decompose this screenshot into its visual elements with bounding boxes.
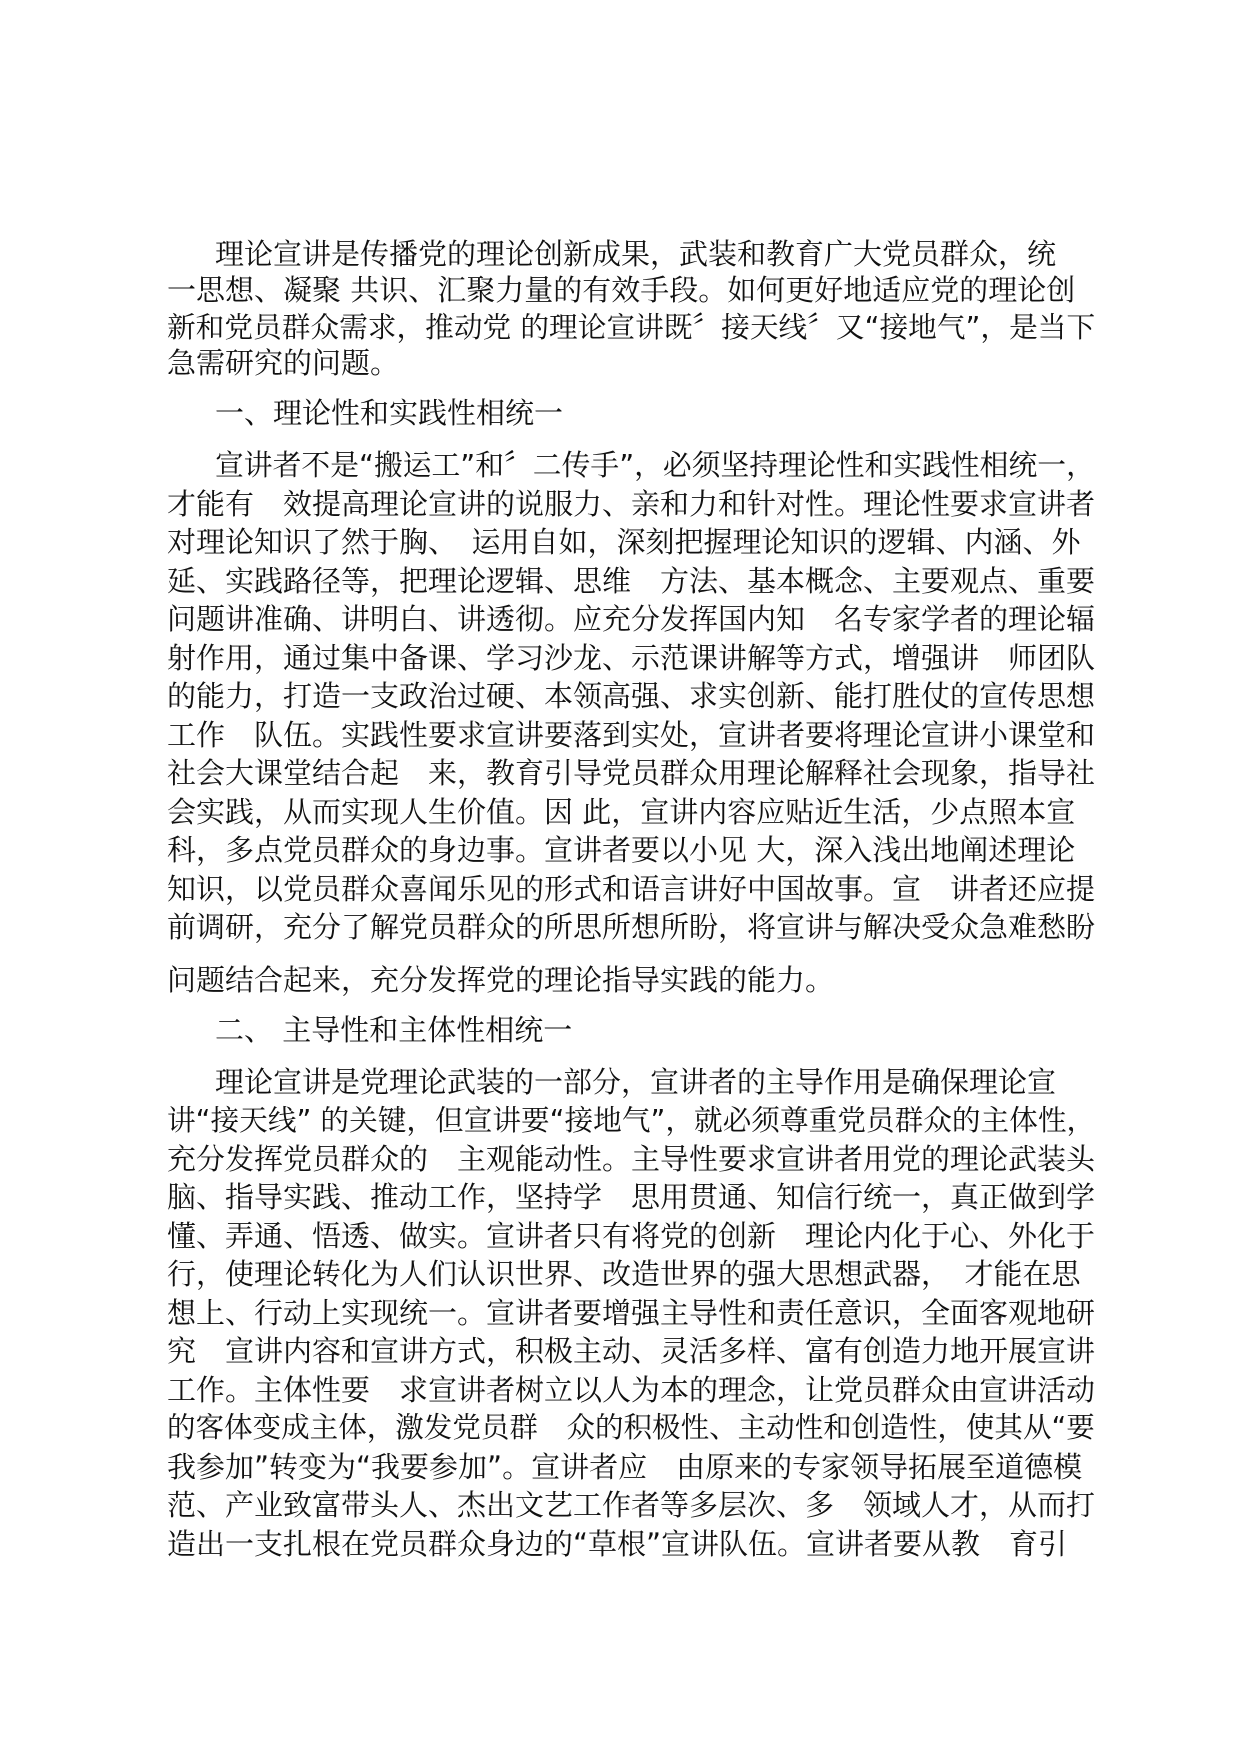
paragraph-1-line-4: 急需研究的问题。 [167,346,400,380]
paragraph-2-line-12: 知识，以党员群众喜闻乐见的形式和语言讲好中国故事。宣 讲者还应提 [167,872,1096,906]
paragraph-3-line-10: 的客体变成主体，激发党员群 众的积极性、主动性和创造性，使其从“要 [167,1411,1095,1444]
paragraph-2-line-7: 的能力，打造一支政治过硬、本领高强、求实创新、能打胜仗的宣传思想 [167,679,1096,713]
paragraph-3-line-1: 理论宣讲是党理论武装的一部分，宣讲者的主导作用是确保理论宣 [215,1065,1057,1099]
paragraph-3-line-6: 行，使理论转化为人们认识世界、改造世界的强大思想武器， 才能在思 [167,1257,1081,1291]
paragraph-2-line-13: 前调研，充分了解党员群众的所思所想所盼，将宣讲与解决受众急难愁盼 [167,910,1096,944]
paragraph-2-line-3: 对理论知识了然于胸、 运用自如，深刻把握理论知识的逻辑、内涵、外 [167,525,1081,559]
paragraph-3-line-9: 工作。主体性要 求宣讲者树立以人为本的理念，让党员群众由宣讲活动 [167,1373,1096,1407]
section-heading-1: 一、理论性和实践性相统一 [215,396,564,430]
paragraph-3-line-7: 想上、行动上实现统一。宣讲者要增强主导性和责任意识，全面客观地研 [167,1296,1096,1330]
paragraph-3-line-11: 我参加”转变为“我要参加”。宣讲者应 由原来的专家领导拓展至道德模 [167,1450,1083,1484]
paragraph-3-line-13: 造出一支扎根在党员群众身边的“草根”宣讲队伍。宣讲者要从教 育引 [167,1527,1068,1561]
section-heading-2: 二、 主导性和主体性相统一 [215,1013,573,1047]
paragraph-3-line-4: 脑、指导实践、推动工作，坚持学 思用贯通、知信行统一，真正做到学 [167,1180,1096,1214]
paragraph-1-line-1: 理论宣讲是传播党的理论创新成果，武装和教育广大党员群众，统 [215,237,1057,271]
paragraph-2-line-10: 会实践，从而实现人生价值。因 此，宣讲内容应贴近生活，少点照本宣 [167,795,1076,829]
paragraph-3-line-3: 充分发挥党员群众的 主观能动性。主导性要求宣讲者用党的理论武装头 [167,1142,1096,1176]
paragraph-2-line-8: 工作 队伍。实践性要求宣讲要落到实处，宣讲者要将理论宣讲小课堂和 [167,718,1096,752]
paragraph-3-line-2: 讲“接天线” 的关键，但宣讲要“接地气”，就必须尊重党员群众的主体性， [167,1103,1096,1137]
paragraph-1-line-3: 新和党员群众需求，推动党 的理论宣讲既〞接天线〞又“接地气”，是当下 [167,310,1096,344]
paragraph-3-line-5: 懂、弄通、悟透、做实。宣讲者只有将党的创新 理论内化于心、外化于 [167,1219,1096,1253]
paragraph-2-line-6: 射作用，通过集中备课、学习沙龙、示范课讲解等方式，增强讲 师团队 [167,641,1096,675]
paragraph-3-line-12: 范、产业致富带头人、杰出文艺工作者等多层次、多 领域人才，从而打 [167,1488,1096,1522]
paragraph-2-line-11: 科，多点党员群众的身边事。宣讲者要以小见 大，深入浅出地阐述理论 [167,833,1076,867]
paragraph-2-line-4: 延、实践路径等，把理论逻辑、思维 方法、基本概念、主要观点、重要 [167,564,1096,598]
paragraph-1-line-2: 一思想、凝聚 共识、汇聚力量的有效手段。如何更好地适应党的理论创 [167,273,1076,307]
paragraph-2-line-2: 才能有 效提高理论宣讲的说服力、亲和力和针对性。理论性要求宣讲者 [167,487,1096,521]
paragraph-3-line-8: 究 宣讲内容和宣讲方式，积极主动、灵活多样、富有创造力地开展宣讲 [167,1334,1096,1368]
paragraph-2-line-9: 社会大课堂结合起 来，教育引导党员群众用理论解释社会现象，指导社 [167,756,1096,790]
paragraph-2-line-1: 宣讲者不是“搬运工”和〞二传手”，必须坚持理论性和实践性相统一， [215,448,1095,482]
paragraph-2-line-5: 问题讲准确、讲明白、讲透彻。应充分发挥国内知 名专家学者的理论辐 [167,602,1096,636]
paragraph-2-line-14: 问题结合起来，充分发挥党的理论指导实践的能力。 [167,963,835,997]
